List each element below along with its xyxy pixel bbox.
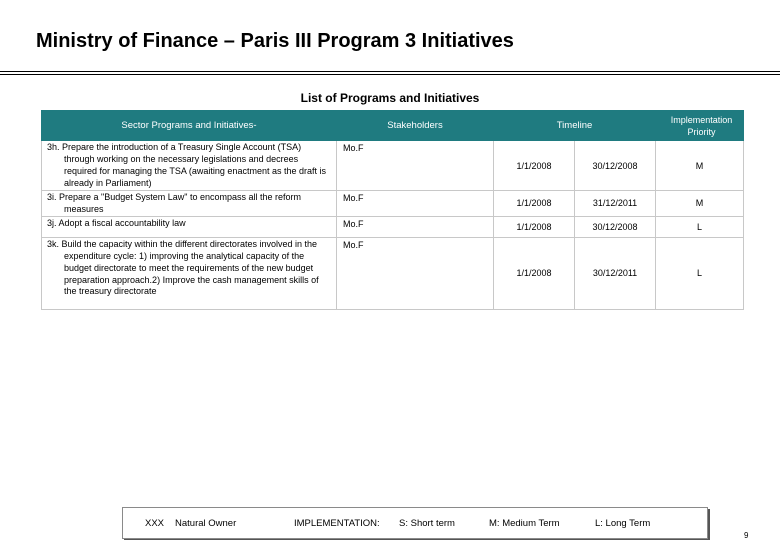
priority-cell: M	[656, 141, 744, 191]
priority-cell: M	[656, 191, 744, 217]
initiative-text: 3j. Adopt a fiscal accountability law	[47, 217, 186, 228]
initiative-cell	[42, 237, 337, 309]
header-timeline: Timeline	[494, 111, 656, 141]
end-date-cell: 30/12/2008	[575, 141, 656, 191]
end-date-cell: 30/12/2008	[575, 216, 656, 237]
end-date-cell: 30/12/2011	[575, 237, 656, 309]
start-date-cell: 1/1/2008	[494, 237, 575, 309]
stakeholder-cell: Mo.F	[337, 216, 494, 237]
start-date-cell: 1/1/2008	[494, 141, 575, 191]
initiative-text: 3i. Prepare a "Budget System Law" to encompass all the reform measures	[47, 192, 302, 214]
table-row	[42, 141, 744, 191]
initiative-text: 3h. Prepare the introduction of a Treasury Single Account (TSA) through working on the necessary legislations and decrees required for managing the TSA (awaiting enactment as the draft is already in Parliament)	[47, 142, 326, 188]
title-rule-top	[0, 71, 780, 72]
initiatives-table	[41, 110, 744, 310]
stakeholder-cell: Mo.F	[337, 141, 494, 191]
page-title: Ministry of Finance – Paris III Program 3 Initiatives	[36, 30, 514, 52]
legend-long-term: L: Long Term	[595, 518, 651, 529]
header-stakeholders: Stakeholders	[337, 111, 494, 141]
initiative-cell	[42, 191, 337, 217]
initiative-cell	[42, 216, 337, 237]
stakeholder-cell: Mo.F	[337, 191, 494, 217]
start-date-cell: 1/1/2008	[494, 216, 575, 237]
initiative-text: 3k. Build the capacity within the different directorates involved in the expenditure cycle: 1) improving the analytical capacity of the budget directorate to meet the requirements of the new budget preparation approach.2) Improve the cash management skills of the treasury directorate	[47, 238, 319, 297]
legend-natural-owner: Natural Owner	[175, 518, 237, 529]
table-header-row	[42, 111, 744, 141]
legend-box	[122, 507, 708, 539]
header-programs: Sector Programs and Initiatives-	[42, 111, 337, 141]
legend-implementation: IMPLEMENTATION:	[294, 518, 380, 529]
legend-code: XXX	[145, 518, 165, 529]
initiative-cell	[42, 141, 337, 191]
start-date-cell: 1/1/2008	[494, 191, 575, 217]
header-priority: Implementation Priority	[656, 111, 744, 141]
page-number: 9	[744, 531, 749, 540]
priority-cell: L	[656, 237, 744, 309]
table-subtitle: List of Programs and Initiatives	[300, 91, 480, 105]
end-date-cell: 31/12/2011	[575, 191, 656, 217]
priority-cell: L	[656, 216, 744, 237]
stakeholder-cell: Mo.F	[337, 237, 494, 309]
table-row	[42, 216, 744, 237]
table-row	[42, 237, 744, 309]
legend-medium-term: M: Medium Term	[489, 518, 560, 529]
legend-short-term: S: Short term	[399, 518, 455, 529]
table-row	[42, 191, 744, 217]
title-rule-bottom	[0, 74, 780, 75]
